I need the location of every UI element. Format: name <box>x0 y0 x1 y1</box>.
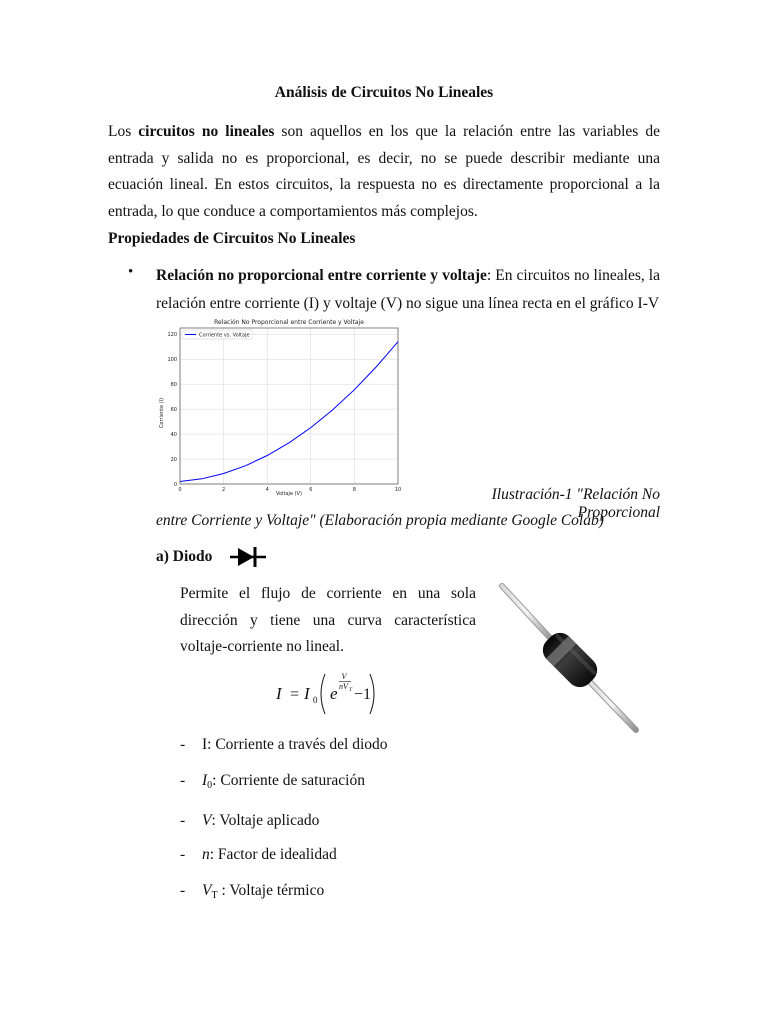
variable-description: I: Corriente a través del diodo <box>202 736 388 753</box>
diode-description: Permite el flujo de corriente en una sola dirección y tiene una curva característica voltaje-corriente no lineal. <box>180 585 476 655</box>
variable-subscript: 0 <box>207 780 213 791</box>
formula-i0-subscript: 0 <box>313 695 318 705</box>
formula-equals: = <box>290 686 300 703</box>
chart-y-axis-label: Corriente (I) <box>159 397 165 429</box>
formula-exponent-numerator: V <box>341 672 347 681</box>
chart-y-tick-label: 40 <box>170 431 177 438</box>
chart-x-tick-label: 2 <box>222 487 226 493</box>
chart-legend <box>182 330 252 339</box>
chart-y-tick-label: 80 <box>170 381 177 388</box>
figure-caption-line2: entre Corriente y Voltaje" (Elaboración propia mediante Google Colab) <box>156 512 604 529</box>
chart-x-tick-label: 8 <box>352 487 356 493</box>
chart-title: Relación No Proporcional entre Corriente y Voltaje <box>214 319 364 326</box>
formula-e: e <box>330 684 338 703</box>
variable-dash: - <box>180 772 186 789</box>
variable-item <box>180 846 337 864</box>
variable-item <box>180 882 324 901</box>
bullet-text: : En circuitos no lineales, la relación entre corriente (I) y voltaje (V) no sigue una línea recta en el gráfico I-V <box>156 267 660 312</box>
intro-paragraph <box>108 119 660 225</box>
variable-symbol: V <box>202 812 212 829</box>
subsection-heading-diodo: a) Diodo <box>156 548 213 565</box>
document-title: Análisis de Circuitos No Lineales <box>274 84 494 101</box>
variable-dash: - <box>180 882 186 899</box>
variable-item <box>180 812 319 830</box>
variable-dash: - <box>180 846 186 863</box>
variable-dash: - <box>180 736 186 753</box>
variable-description: : Voltaje aplicado <box>211 812 320 829</box>
diode-equation <box>270 666 390 722</box>
variable-symbol: n <box>202 846 210 863</box>
bullet-marker: • <box>128 264 134 280</box>
diode-symbol-icon <box>230 546 266 568</box>
chart-x-tick-label: 10 <box>394 487 402 493</box>
figure-caption-line1: Ilustración-1 "Relación No Proporcional <box>491 486 660 521</box>
formula-lhs: I <box>276 684 282 703</box>
chart-y-tick-label: 0 <box>173 481 177 488</box>
formula-i0: I <box>304 684 310 703</box>
chart-y-tick-label: 120 <box>167 332 177 339</box>
formula-exponent-denominator-subscript: T <box>349 687 353 693</box>
variable-item <box>180 772 365 791</box>
chart-x-tick-label: 0 <box>178 487 182 493</box>
intro-bold-term: circuitos no lineales <box>138 123 275 140</box>
chart-y-tick-label: 100 <box>167 357 177 363</box>
chart-y-tick-label: 20 <box>170 456 177 463</box>
diode-photo <box>496 582 648 734</box>
chart-x-axis-label: Voltaje (V) <box>276 491 302 497</box>
intro-text-end: son aquellos en los que la relación entre las variables de entrada y salida no es proporcional, es decir, no se puede describir mediante una ecuación lineal. En estos circuitos, la respuesta no es directamente proporcional a la entrada, lo que conduce a comportamientos más complejos. <box>108 123 660 220</box>
section-heading: Propiedades de Circuitos No Lineales <box>108 230 356 247</box>
formula-exponent-denominator: nV <box>339 682 348 691</box>
variable-dash: - <box>180 812 186 829</box>
chart-legend-label: Corriente vs. Voltaje <box>199 332 250 339</box>
formula-minus-one: −1 <box>354 686 372 703</box>
chart-x-tick-label: 4 <box>265 487 269 493</box>
variable-item <box>180 736 388 754</box>
variable-symbol: V <box>202 882 212 899</box>
variable-symbol: I <box>202 772 208 789</box>
intro-text-start: Los <box>108 123 139 140</box>
bullet-paragraph <box>156 262 660 318</box>
chart-x-tick-label: 6 <box>309 487 313 493</box>
iv-chart <box>156 316 406 498</box>
variable-description: : Voltaje térmico <box>217 882 325 899</box>
variable-description: : Factor de idealidad <box>209 846 337 863</box>
chart-y-tick-label: 60 <box>170 406 177 413</box>
variable-description: : Corriente de saturación <box>212 772 365 789</box>
variable-subscript: T <box>211 890 218 901</box>
bullet-bold-term: Relación no proporcional entre corriente y voltaje <box>156 267 487 284</box>
